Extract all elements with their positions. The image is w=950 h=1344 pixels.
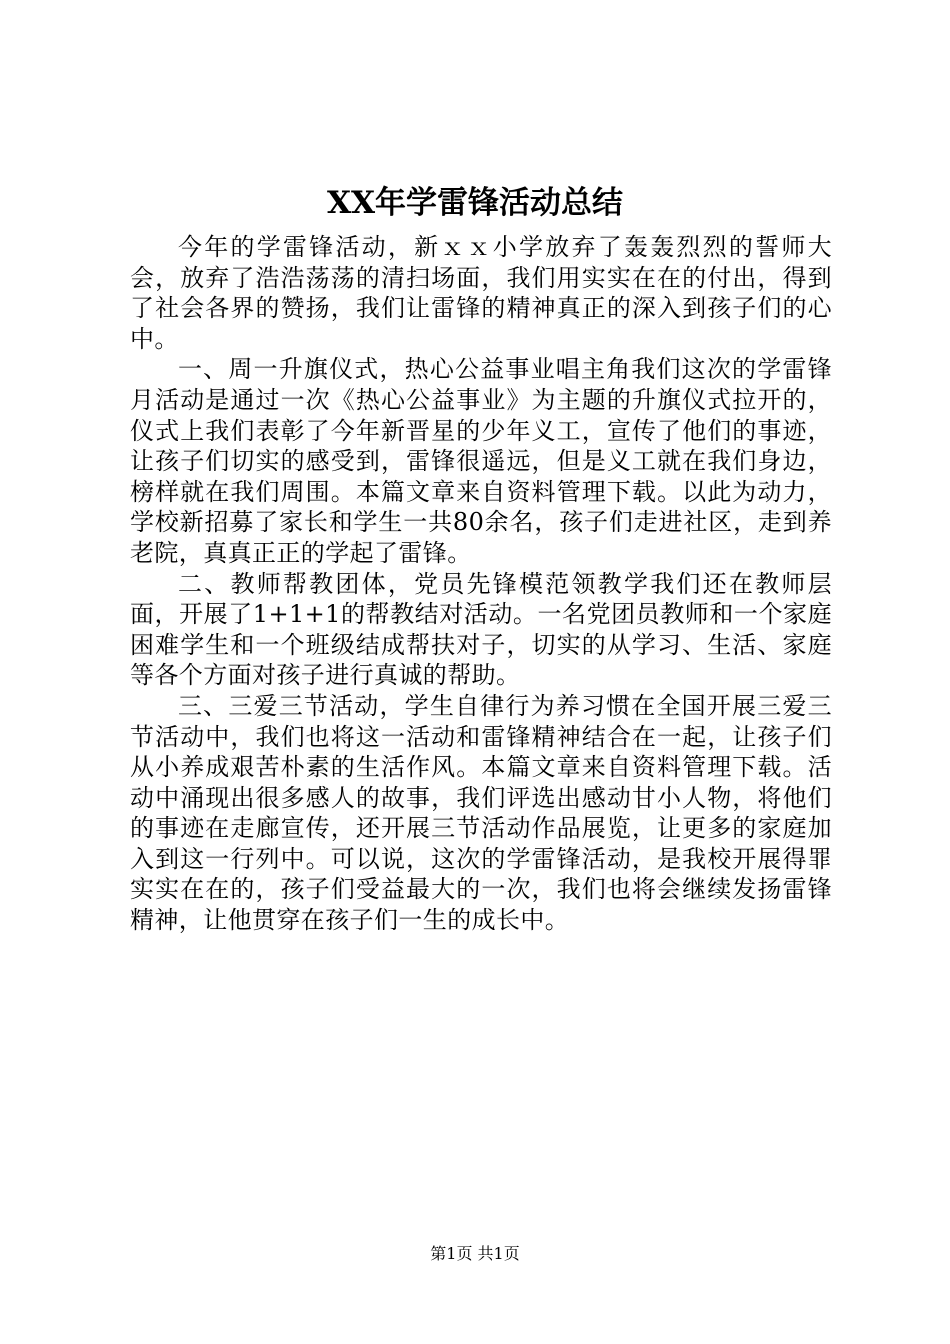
paragraph-section-3: 三、三爱三节活动，学生自律行为养习惯在全国开展三爱三节活动中，我们也将这一活动和雷锋精神结合在一起，让孩子们从小养成艰苦朴素的生活作风。本篇文章来自资料管理下载。活动中涌现出很多感人的故事，我们评选出感动甘小人物，将他们的事迹在走廊宣传，还开展三节活动作品展览，让更多的家庭加入到这一行列中。可以说，这次的学雷锋活动，是我校开展得罪实实在在的，孩子们受益最大的一次，我们也将会继续发扬雷锋精神，让他贯穿在孩子们一生的成长中。	[130, 691, 832, 935]
paragraph-section-2: 二、教师帮教团体，党员先锋模范领教学我们还在教师层面，开展了1+1+1的帮教结对活动。一名党团员教师和一个家庭困难学生和一个班级结成帮扶对子，切实的从学习、生活、家庭等各个方面对孩子进行真诚的帮助。	[130, 569, 832, 690]
paragraph-section-1: 一、周一升旗仪式，热心公益事业唱主角我们这次的学雷锋月活动是通过一次《热心公益事业》为主题的升旗仪式拉开的，仪式上我们表彰了今年新晋星的少年义工，宣传了他们的事迹，让孩子们切实的感受到，雷锋很遥远，但是义工就在我们身边，榜样就在我们周围。本篇文章来自资料管理下载。以此为动力，学校新招募了家长和学生一共80余名，孩子们走进社区，走到养老院，真真正正的学起了雷锋。	[130, 355, 832, 567]
document-body	[130, 232, 832, 936]
page-number-footer: 第1页 共1页	[430, 1244, 520, 1263]
paragraph-intro: 今年的学雷锋活动，新ｘｘ小学放弃了轰轰烈烈的誓师大会，放弃了浩浩荡荡的清扫场面，我们用实实在在的付出，得到了社会各界的赞扬，我们让雷锋的精神真正的深入到孩子们的心中。	[130, 233, 832, 353]
document-title: XX年学雷锋活动总结	[326, 185, 624, 221]
